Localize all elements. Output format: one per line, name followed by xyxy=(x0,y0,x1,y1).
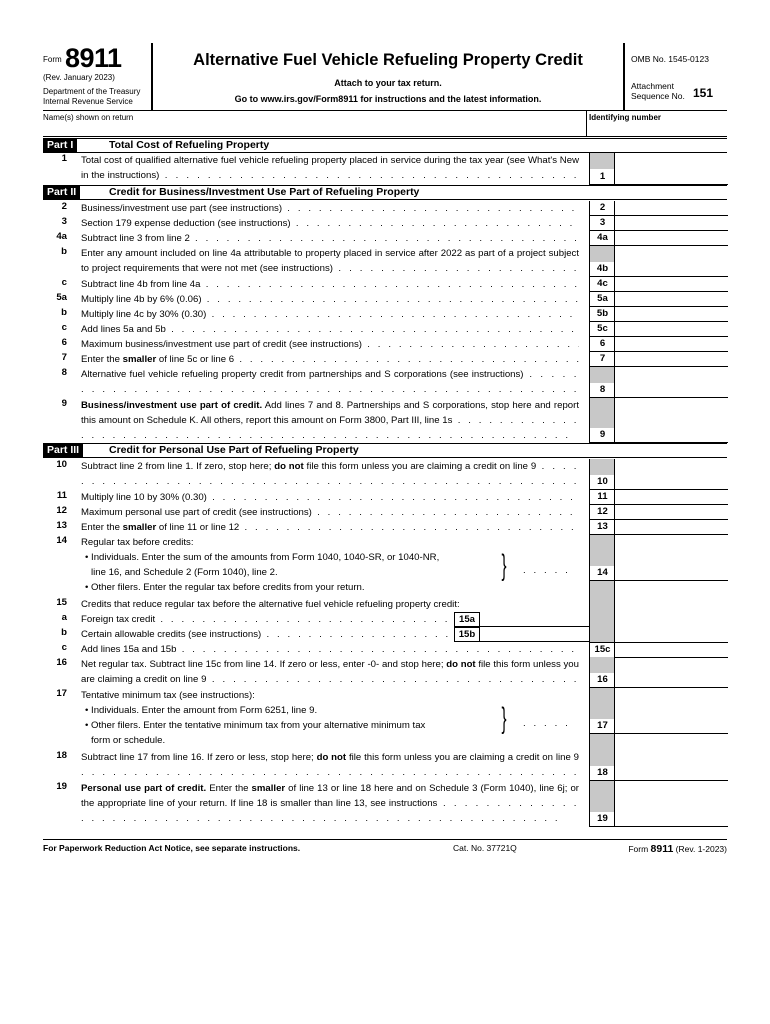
line-number: a xyxy=(61,612,67,623)
line-text: of line 11 or line 12 xyxy=(156,522,240,533)
line-5b-amount[interactable] xyxy=(614,307,728,322)
line-text: Section 179 expense deduction (see instructions) xyxy=(81,218,291,229)
line-text: of line 5c or line 6 xyxy=(156,354,235,365)
line-text: Certain allowable credits (see instructions) xyxy=(81,629,262,640)
department: Department of the Treasury Internal Revenue Service xyxy=(43,87,141,106)
line-number: 18 xyxy=(56,750,67,761)
form-footer xyxy=(43,839,727,854)
line-bullet: form or schedule. xyxy=(91,735,166,746)
omb-number: OMB No. 1545-0123 xyxy=(631,54,709,64)
line-bullet: • Other filers. Enter the regular tax before credits from your return. xyxy=(85,582,365,593)
brace-icon: } xyxy=(501,702,507,735)
line-number: 15 xyxy=(56,597,67,608)
line-text-bold: do not xyxy=(274,461,304,472)
identifying-number-field[interactable] xyxy=(586,111,728,136)
line-text: file this form unless you are claiming a credit on line 9 xyxy=(346,752,579,763)
part-2-header xyxy=(43,185,727,200)
line-number: 4a xyxy=(56,231,67,242)
line-number: 19 xyxy=(56,781,67,792)
line-15a-amount[interactable] xyxy=(479,612,589,627)
form-number: 8911 xyxy=(65,43,122,73)
line-text: Alternative fuel vehicle refueling property credit from partnerships and S corporations (see instructions) xyxy=(81,369,524,380)
attachment-seq-label: Attachment Sequence No. xyxy=(631,81,685,101)
part-1-label: Part I xyxy=(43,139,77,152)
line-box-label: 11 xyxy=(589,490,615,505)
line-box-label: 4b xyxy=(589,262,615,277)
line-5c-amount[interactable] xyxy=(614,322,728,337)
line-15b xyxy=(43,627,727,642)
line-number: 12 xyxy=(56,505,67,516)
line-text-bold: do not xyxy=(316,752,347,763)
line-box-label: 5c xyxy=(589,322,615,337)
line-text-bold: smaller xyxy=(251,783,286,794)
line-number: 8 xyxy=(61,367,67,378)
line-15c-amount[interactable] xyxy=(614,642,728,658)
line-box-label: 7 xyxy=(589,352,615,367)
line-box-label: 17 xyxy=(589,719,615,734)
line-box-label: 8 xyxy=(589,383,615,398)
line-number: 5a xyxy=(56,292,67,303)
line-4c-amount[interactable] xyxy=(614,277,728,292)
line-number: 11 xyxy=(56,490,67,501)
footer-form-number: 8911 xyxy=(650,843,674,855)
form-revision-footer xyxy=(628,843,727,855)
line-13 xyxy=(43,520,727,535)
line-15b-amount[interactable] xyxy=(479,627,589,642)
part-1-header xyxy=(43,138,727,153)
line-text: file this form unless you are claiming a credit on line 9 xyxy=(303,461,537,472)
line-bullet: • Individuals. Enter the amount from Form 6251, line 9. xyxy=(85,705,318,716)
line-box-label: 16 xyxy=(589,673,615,688)
line-box-label: 10 xyxy=(589,475,615,490)
line-7-amount[interactable] xyxy=(614,352,728,367)
part-1-title: Total Cost of Refueling Property xyxy=(109,139,270,151)
line-number: 6 xyxy=(61,337,67,348)
line-17: 17 Tentative minimum tax (see instructions): • Individuals. Enter the amount from Form 6251, line 9. • Other filers. Enter the tentative minimum tax from your alternative minimum tax form or schedule. } . . . . . 17 xyxy=(43,688,727,750)
line-19-amount[interactable] xyxy=(614,781,728,827)
paperwork-notice: For Paperwork Reduction Act Notice, see separate instructions. xyxy=(43,843,301,853)
line-number: 2 xyxy=(61,201,67,212)
part-2-title: Credit for Business/Investment Use Part of Refueling Property xyxy=(109,186,420,198)
line-5a xyxy=(43,292,727,307)
instructions-link: Go to www.irs.gov/Form8911 for instructions and the latest information. xyxy=(234,94,542,104)
line-text-bold: smaller xyxy=(122,354,157,365)
line-bullet: • Other filers. Enter the tentative minimum tax from your alternative minimum tax xyxy=(85,720,426,731)
line-4b xyxy=(43,246,727,277)
form-title: Alternative Fuel Vehicle Refueling Property Credit xyxy=(193,51,583,69)
line-8 xyxy=(43,367,727,398)
identifying-number-label: Identifying number xyxy=(589,113,661,122)
line-box-label: 15c xyxy=(589,642,615,658)
line-16-amount[interactable] xyxy=(614,657,728,688)
line-text: Enter any amount included on line 4a attributable to property placed in service after 2022 as part of a project subject to project requirements that were not met (see instructions) xyxy=(81,248,579,274)
title-block xyxy=(153,43,623,110)
line-text-bold: Personal use part of credit. xyxy=(81,783,207,794)
line-2-amount[interactable] xyxy=(614,201,728,216)
line-4b-amount[interactable] xyxy=(614,246,728,277)
line-number: 7 xyxy=(61,352,67,363)
line-16 xyxy=(43,657,727,688)
line-15c xyxy=(43,642,727,657)
line-4c xyxy=(43,277,727,292)
line-text: Add lines 5a and 5b xyxy=(81,324,166,335)
part-3-title: Credit for Personal Use Part of Refueling Property xyxy=(109,444,359,456)
line-12-amount[interactable] xyxy=(614,505,728,520)
line-10-amount[interactable] xyxy=(614,459,728,490)
brace-icon: } xyxy=(501,549,507,582)
line-text: Multiply line 10 by 30% (0.30) xyxy=(81,492,207,503)
line-box-label: 5a xyxy=(589,292,615,307)
line-number: 10 xyxy=(56,459,67,470)
name-row xyxy=(43,111,727,137)
line-number: b xyxy=(61,307,67,318)
part-3-label: Part III xyxy=(43,444,83,457)
line-box-label: 2 xyxy=(589,201,615,216)
line-bullet: • Individuals. Enter the sum of the amounts from Form 1040, 1040-SR, or 1040-NR, xyxy=(85,552,440,563)
line-number: b xyxy=(61,627,67,638)
line-number: 17 xyxy=(56,688,67,699)
line-8-amount[interactable] xyxy=(614,367,728,398)
line-number: 3 xyxy=(61,216,67,227)
line-5a-amount[interactable] xyxy=(614,292,728,307)
line-5c xyxy=(43,322,727,337)
line-text: Subtract line 3 from line 2 xyxy=(81,233,190,244)
line-number: 13 xyxy=(56,520,67,531)
line-box-label: 18 xyxy=(589,766,615,781)
line-text: Add lines 15a and 15b xyxy=(81,644,177,655)
line-4a-amount[interactable] xyxy=(614,231,728,246)
line-15a xyxy=(43,612,727,627)
line-text: Subtract line 4b from line 4a xyxy=(81,279,201,290)
line-11 xyxy=(43,490,727,505)
part-2-label: Part II xyxy=(43,186,80,199)
line-box-label: 19 xyxy=(589,812,615,827)
line-19 xyxy=(43,781,727,827)
line-14-amount[interactable] xyxy=(614,535,728,581)
line-text: Enter the xyxy=(81,354,123,365)
form-8911 xyxy=(43,43,727,855)
line-text: Add lines 7 and 8. Partnerships and S corporations, stop here and report this amount on Schedule K. All others, report this amount on Form 3800, Part III, line 1s xyxy=(81,400,579,426)
line-number: b xyxy=(61,246,67,257)
line-text: file this form unless you are claiming a credit on line 9 xyxy=(81,659,579,685)
line-9-amount[interactable] xyxy=(614,398,728,443)
line-text: Subtract line 2 from line 1. If zero, stop here; xyxy=(81,461,275,472)
line-13-amount[interactable] xyxy=(614,520,728,535)
line-text-bold: smaller xyxy=(122,522,157,533)
line-text: Regular tax before credits: xyxy=(81,537,194,548)
attachment-seq-number: 151 xyxy=(693,86,714,100)
line-text-bold: do not xyxy=(446,659,476,670)
line-box-label: 5b xyxy=(589,307,615,322)
footer-form-word: Form xyxy=(628,844,651,854)
catalog-number: Cat. No. 37721Q xyxy=(453,843,517,853)
line-text: Subtract line 17 from line 16. If zero or less, stop here; xyxy=(81,752,317,763)
line-11-amount[interactable] xyxy=(614,490,728,505)
line-box-label: 6 xyxy=(589,337,615,352)
line-number: c xyxy=(61,277,67,288)
line-text: Multiply line 4c by 30% (0.30) xyxy=(81,309,207,320)
line-17-amount[interactable] xyxy=(614,688,728,734)
form-id-block xyxy=(43,43,153,110)
line-number: c xyxy=(61,642,67,653)
line-box-label: 12 xyxy=(589,505,615,520)
line-18-amount[interactable] xyxy=(614,750,728,781)
line-text: Multiply line 4b by 6% (0.06) xyxy=(81,294,202,305)
line-number: 14 xyxy=(56,535,67,546)
line-text: Net regular tax. Subtract line 15c from line 14. If zero or less, enter -0- and stop here; xyxy=(81,659,447,670)
line-number: 1 xyxy=(61,153,67,164)
line-number: 16 xyxy=(56,657,67,668)
line-3-amount[interactable] xyxy=(614,216,728,231)
line-bullet: line 16, and Schedule 2 (Form 1040), line 2. xyxy=(91,567,278,578)
line-14: 14 Regular tax before credits: • Individuals. Enter the sum of the amounts from Form 1040, 1040-SR, or 1040-NR, line 16, and Schedule 2 (Form 1040), line 2. • Other filers. Enter the regular tax before credits from your return. } . . . . . 14 xyxy=(43,535,727,597)
line-text-bold: Business/investment use part of credit. xyxy=(81,400,263,411)
line-text: Total cost of qualified alternative fuel vehicle refueling property placed in service during the tax year (see What's New in the instructions) xyxy=(81,155,579,181)
form-header xyxy=(43,43,727,111)
line-1-amount[interactable] xyxy=(614,153,728,185)
line-6 xyxy=(43,337,727,352)
line-box-label: 4c xyxy=(589,277,615,292)
line-2 xyxy=(43,201,727,216)
line-box-label: 4a xyxy=(589,231,615,246)
line-text: Tentative minimum tax (see instructions): xyxy=(81,690,255,701)
line-text: Enter the xyxy=(81,522,123,533)
line-4a xyxy=(43,231,727,246)
line-text: Credits that reduce regular tax before the alternative fuel vehicle refueling property credit: xyxy=(81,599,460,610)
line-text: Business/investment use part (see instructions) xyxy=(81,203,283,214)
line-15 xyxy=(43,597,727,612)
line-text: Foreign tax credit xyxy=(81,614,156,625)
name-label: Name(s) shown on return xyxy=(43,113,134,122)
revision-date: (Rev. January 2023) xyxy=(43,73,115,82)
omb-block xyxy=(623,43,729,110)
line-text: of line 13 or line 18 here and on Schedule 3 (Form 1040), line 6j; or the appropriate line of your return. If line 18 is smaller than line 13, see instructions xyxy=(81,783,579,809)
line-text: Maximum business/investment use part of credit (see instructions) xyxy=(81,339,362,350)
line-3 xyxy=(43,216,727,231)
line-box-label: 14 xyxy=(589,566,615,581)
line-text: Maximum personal use part of credit (see instructions) xyxy=(81,507,312,518)
line-6-amount[interactable] xyxy=(614,337,728,352)
line-12 xyxy=(43,505,727,520)
line-18 xyxy=(43,750,727,781)
footer-revision: (Rev. 1-2023) xyxy=(673,844,727,854)
line-9 xyxy=(43,398,727,443)
line-box-label: 3 xyxy=(589,216,615,231)
line-number: 9 xyxy=(61,398,67,409)
line-box-label: 9 xyxy=(589,428,615,443)
line-box-label: 15a xyxy=(454,612,480,627)
line-7 xyxy=(43,352,727,367)
line-number: c xyxy=(61,322,67,333)
form-body xyxy=(43,135,727,839)
line-box-label: 15b xyxy=(454,627,480,642)
line-10 xyxy=(43,459,727,490)
line-text: Enter the xyxy=(206,783,252,794)
part-3-header xyxy=(43,443,727,458)
line-5b xyxy=(43,307,727,322)
attach-note: Attach to your tax return. xyxy=(334,78,442,88)
line-1 xyxy=(43,153,727,185)
line-box-label: 13 xyxy=(589,520,615,535)
line-box-label: 1 xyxy=(589,169,615,185)
form-word: Form xyxy=(43,55,62,64)
